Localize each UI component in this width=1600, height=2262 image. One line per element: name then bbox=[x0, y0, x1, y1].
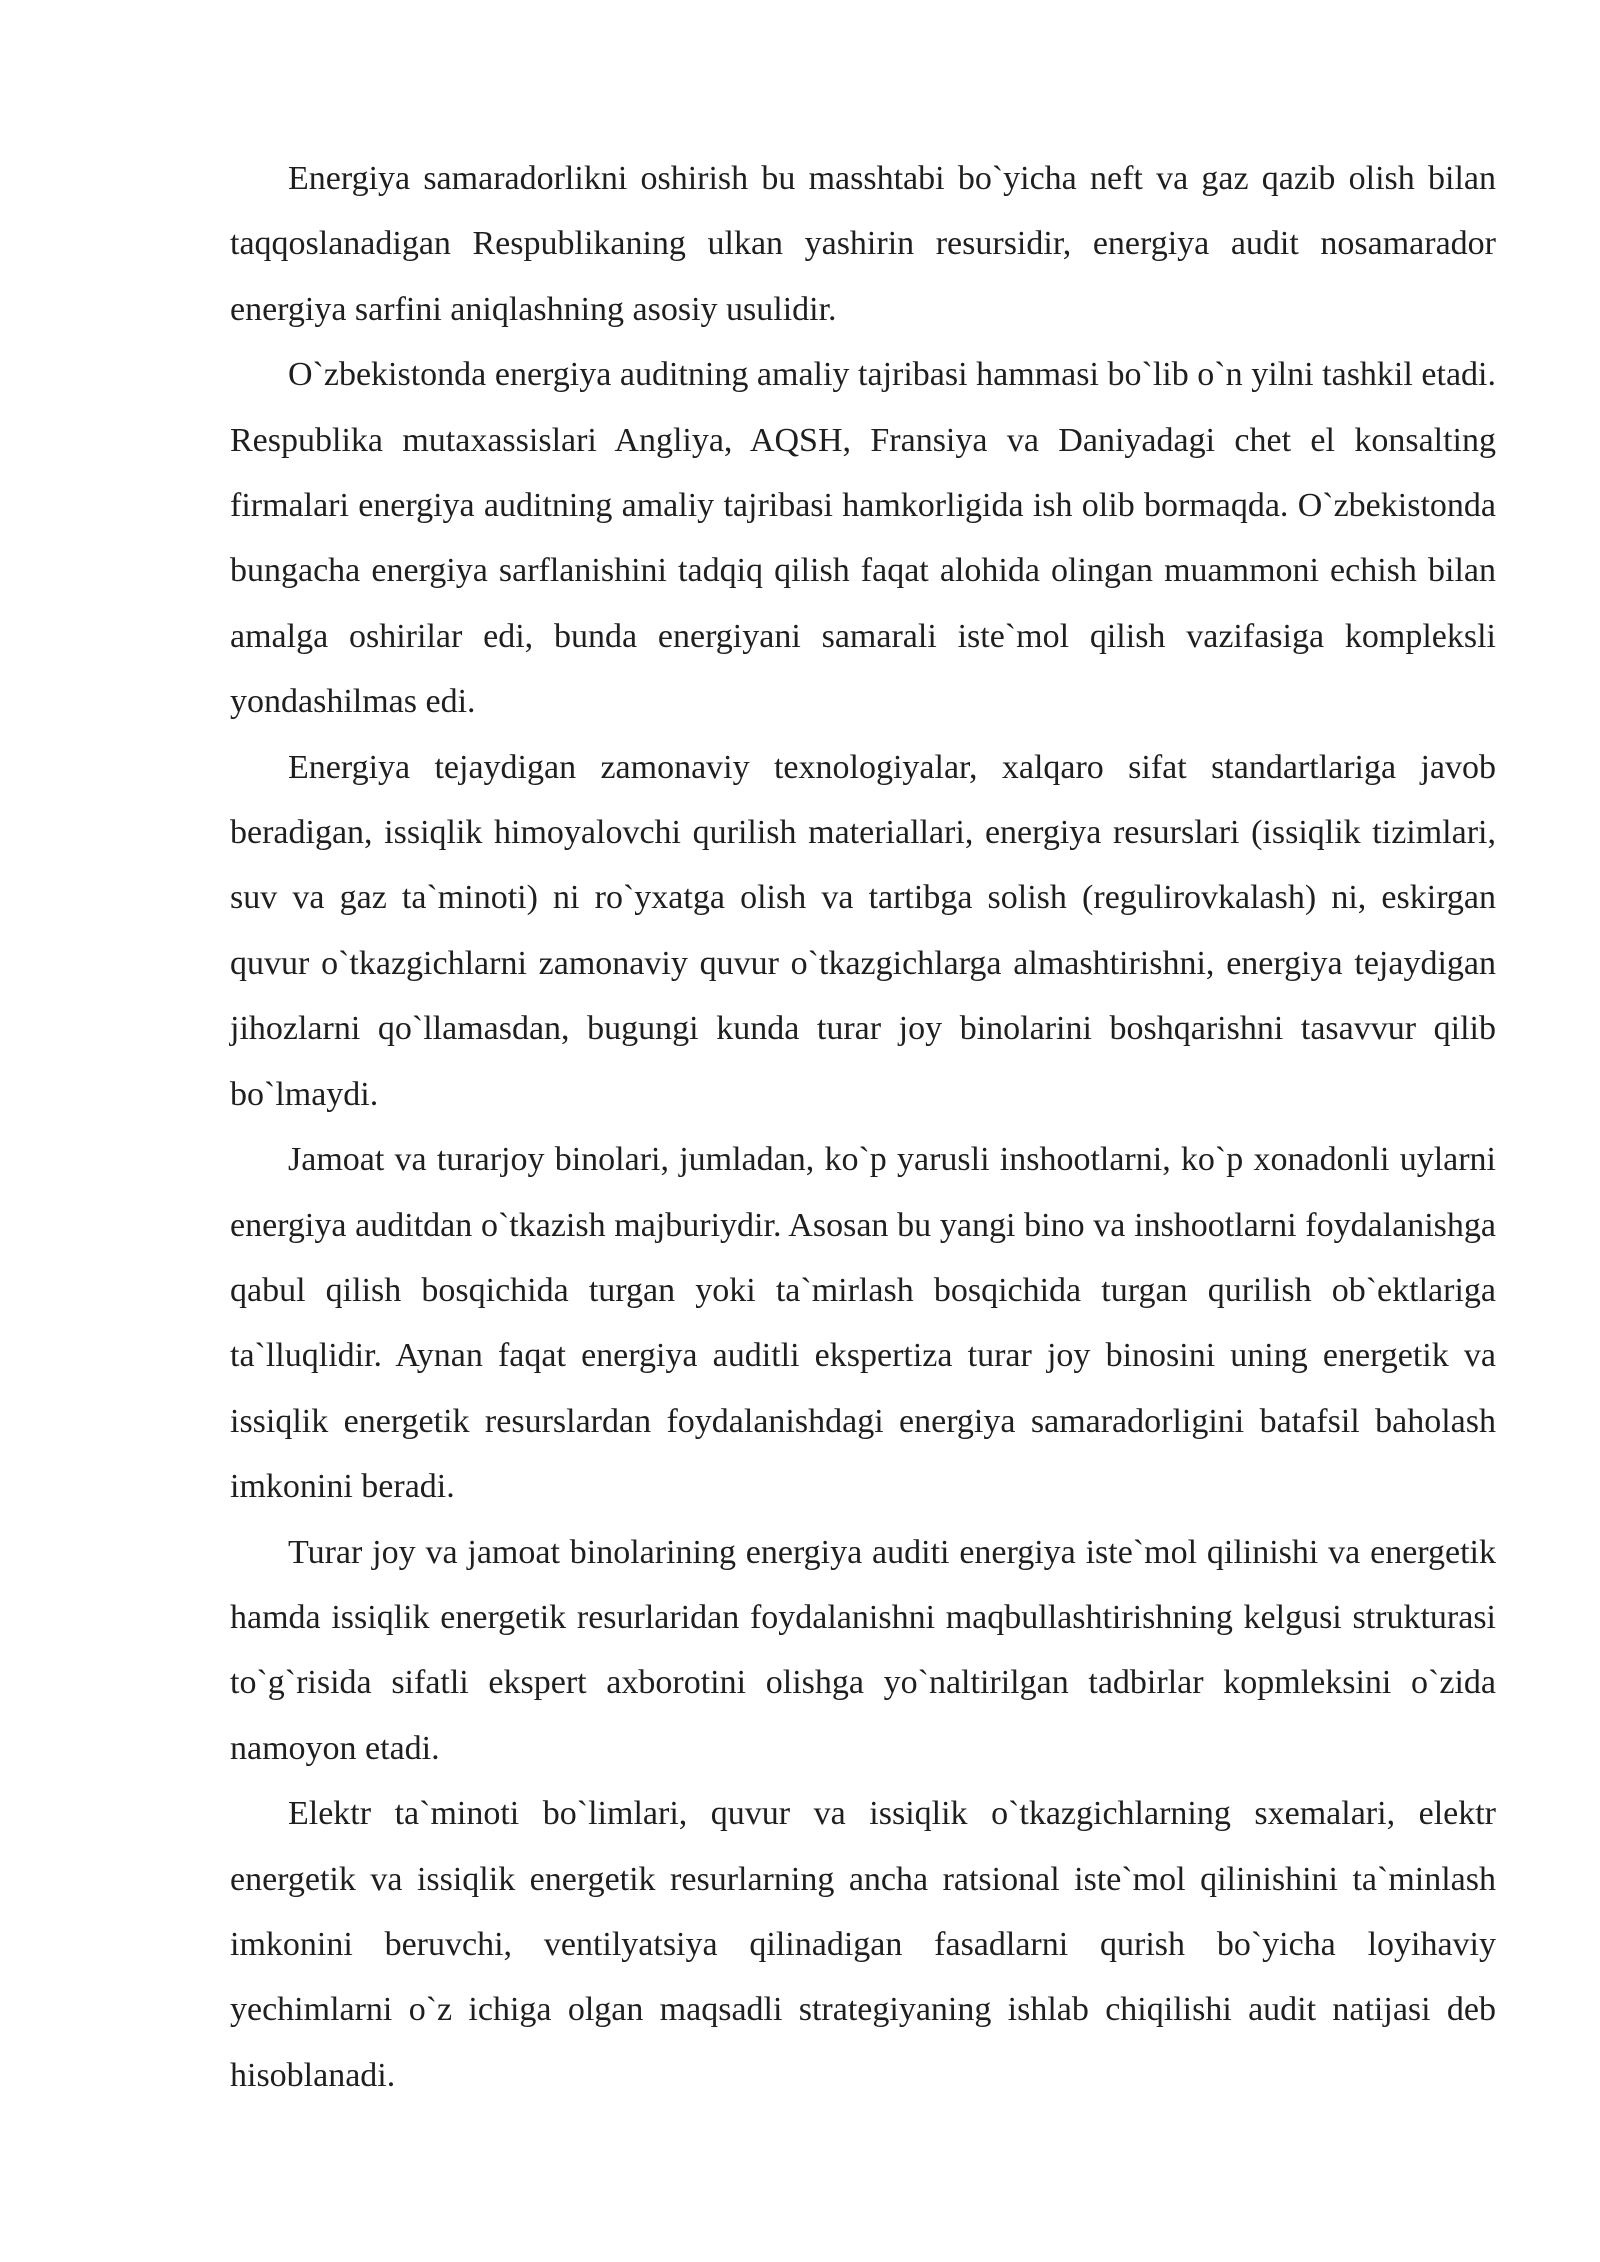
paragraph-4: Jamoat va turarjoy binolari, jumladan, ko`p yarusli inshootlarni, ko`p xonadonli uylarni energiya auditdan o`tkazish majburiydir. Asosan bu yangi bino va inshootlarni foydalanishga qabul qilish bosqichida turgan yoki ta`mirlash bosqichida turgan qurilish ob`ektlariga ta`lluqlidir. Aynan faqat energiya auditli ekspertiza turar joy binosini uning energetik va issiqlik energetik resurslardan foydalanishdagi energiya samaradorligini batafsil baholash imkonini beradi. bbox=[230, 1141, 1496, 1506]
paragraph-6: Elektr ta`minoti bo`limlari, quvur va issiqlik o`tkazgichlarning sxemalari, elektr energetik va issiqlik energetik resurlarning ancha ratsional iste`mol qilinishini ta`minlash imkonini beruvchi, ventilyatsiya qilinadigan fasadlarni qurish bo`yicha loyihaviy yechimlarni o`z ichiga olgan maqsadli strategiyaning ishlab chiqilishi audit natijasi deb hisoblanadi. bbox=[230, 1795, 1496, 2094]
paragraph-5: Turar joy va jamoat binolarining energiya auditi energiya iste`mol qilinishi va energetik hamda issiqlik energetik resurlaridan foydalanishni maqbullashtirishning kelgusi strukturasi to`g`risida sifatli ekspert axborotini olishga yo`naltirilgan tadbirlar kopmleksini o`zida namoyon etadi. bbox=[230, 1533, 1496, 1767]
paragraph-2: O`zbekistonda energiya auditning amaliy tajribasi hammasi bo`lib o`n yilni tashkil etadi. Respublika mutaxassislari Angliya, AQSH, Fransiya va Daniyadagi chet el konsalting firmalari energiya auditning amaliy tajribasi hamkorligida ish olib bormaqda. O`zbekistonda bungacha energiya sarflanishini tadqiq qilish faqat alohida olingan muammoni echish bilan amalga oshirilar edi, bunda energiyani samarali iste`mol qilish vazifasiga kompleksli yondashilmas edi. bbox=[230, 356, 1496, 721]
paragraph-1: Energiya samaradorlikni oshirish bu masshtabi bo`yicha neft va gaz qazib olish bilan taqqoslanadigan Respublikaning ulkan yashirin resursidir, energiya audit nosamarador energiya sarfini aniqlashning asosiy usulidir. bbox=[230, 160, 1496, 328]
document-body bbox=[230, 146, 1496, 2108]
paragraph-3: Energiya tejaydigan zamonaviy texnologiyalar, xalqaro sifat standartlariga javob beradigan, issiqlik himoyalovchi qurilish materiallari, energiya resurslari (issiqlik tizimlari, suv va gaz ta`minoti) ni ro`yxatga olish va tartibga solish (regulirovkalash) ni, eskirgan quvur o`tkazgichlarni zamonaviy quvur o`tkazgichlarga almashtirishni, energiya tejaydigan jihozlarni qo`llamasdan, bugungi kunda turar joy binolarini boshqarishni tasavvur qilib bo`lmaydi. bbox=[230, 748, 1496, 1113]
